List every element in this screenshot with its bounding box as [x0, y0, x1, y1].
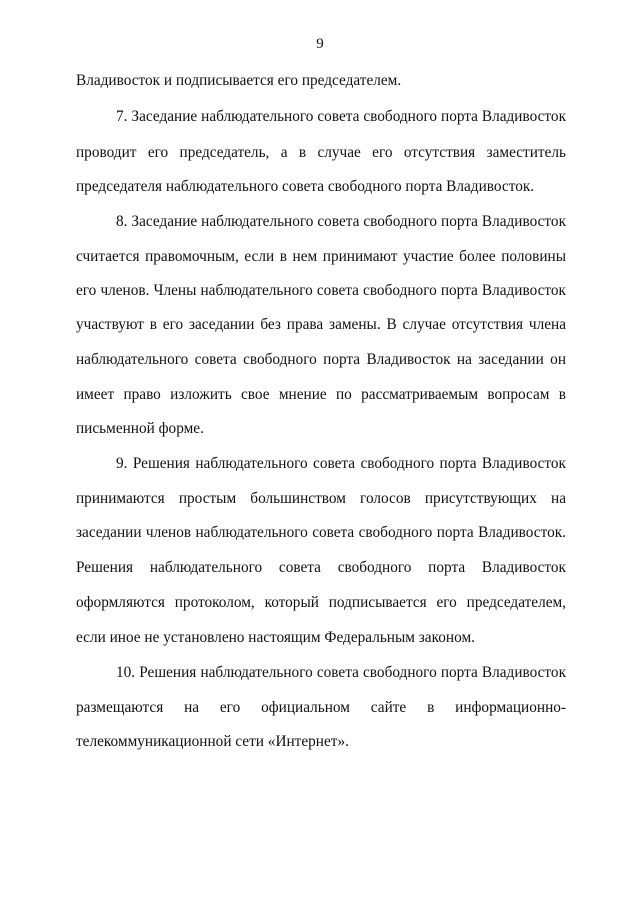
- text-line: принимаются простым большинством голосов присутствующих на: [76, 490, 566, 507]
- paragraph-first-line: 8. Заседание наблюдательного совета свободного порта Владивосток: [116, 213, 566, 230]
- text-line: письменной форме.: [76, 420, 204, 437]
- text-line: если иное не установлено настоящим Федеральным законом.: [76, 629, 475, 646]
- text-line: размещаются на его официальном сайте в информационно-: [76, 699, 566, 716]
- text-line: оформляются протоколом, который подписывается его председателем,: [76, 594, 566, 611]
- text-line: телекоммуникационной сети «Интернет».: [76, 733, 349, 750]
- text-line: Решения наблюдательного совета свободного порта Владивосток: [76, 559, 566, 576]
- page-number: 9: [316, 36, 324, 52]
- text-line: участвуют в его заседании без права замены. В случае отсутствия члена: [76, 316, 566, 333]
- paragraph-first-line: 9. Решения наблюдательного совета свободного порта Владивосток: [116, 455, 566, 472]
- paragraph-first-line: 10. Решения наблюдательного совета свободного порта Владивосток: [116, 664, 566, 681]
- text-line: считается правомочным, если в нем принимают участие более половины: [76, 248, 566, 265]
- text-line: наблюдательного совета свободного порта Владивосток на заседании он: [76, 351, 566, 368]
- text-line: имеет право изложить свое мнение по рассматриваемым вопросам в: [76, 386, 566, 403]
- text-line: проводит его председатель, а в случае его отсутствия заместитель: [76, 144, 566, 161]
- text-line: председателя наблюдательного совета свободного порта Владивосток.: [76, 178, 535, 195]
- text-line: заседании членов наблюдательного совета свободного порта Владивосток.: [76, 524, 566, 541]
- text-line: его членов. Члены наблюдательного совета свободного порта Владивосток: [76, 282, 566, 299]
- text-line: Владивосток и подписывается его председателем.: [76, 72, 402, 89]
- paragraph-first-line: 7. Заседание наблюдательного совета свободного порта Владивосток: [116, 108, 566, 125]
